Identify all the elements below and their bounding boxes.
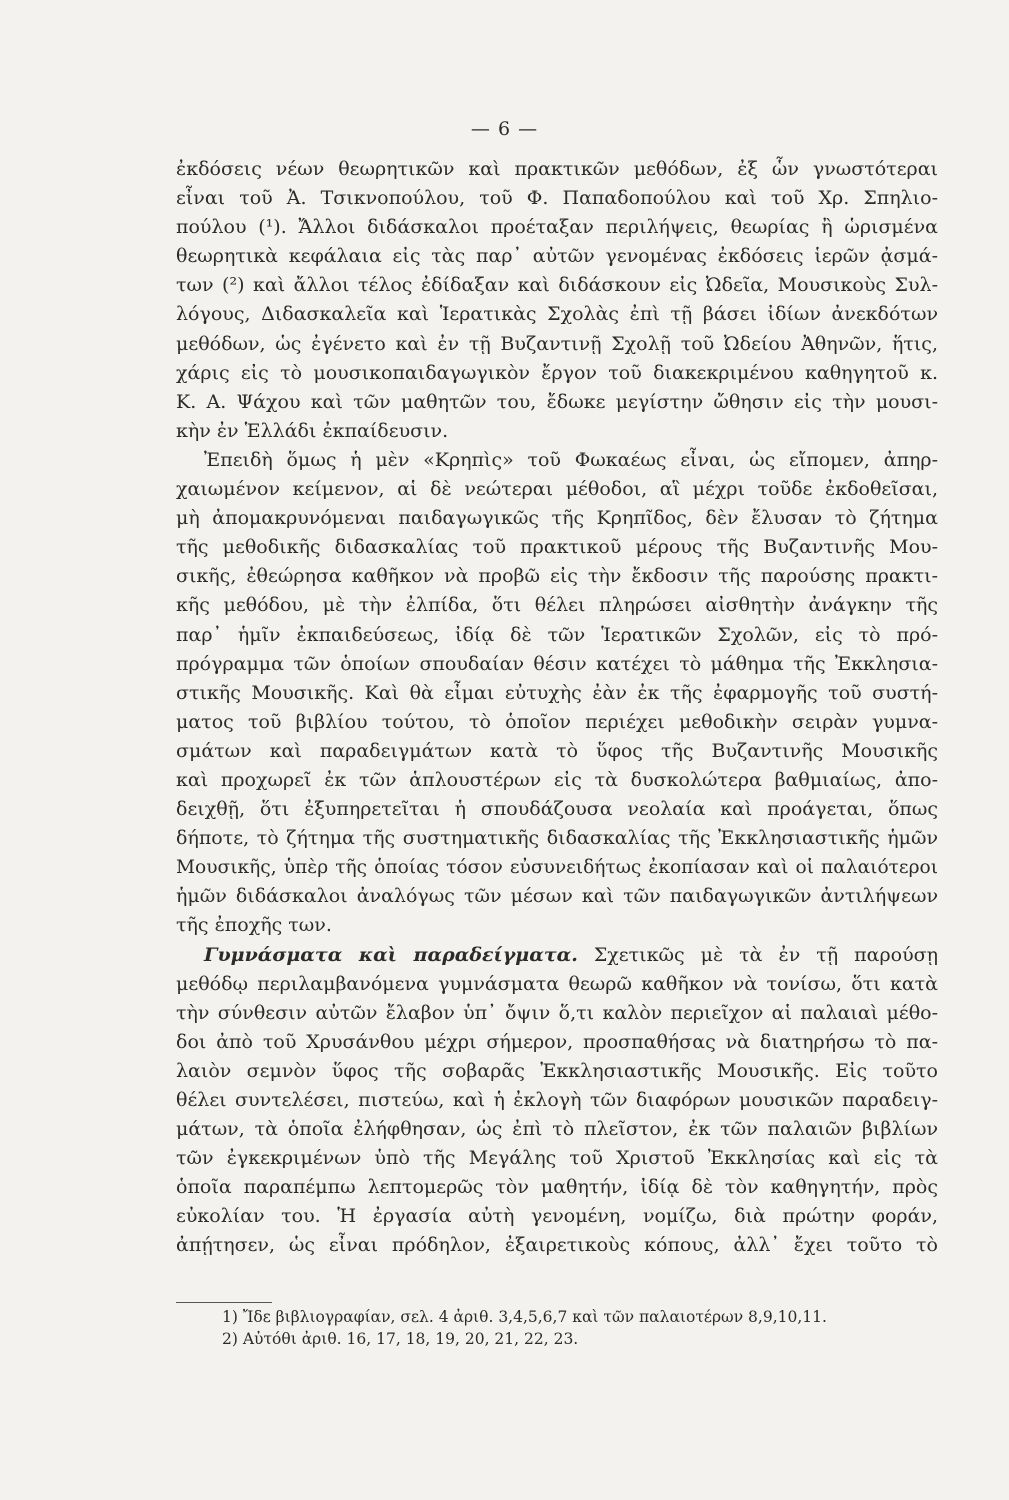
text-line: σμάτων καὶ παραδειγμάτων κατὰ τὸ ὕφος τῆς Βυζαντινῆς Μουσικῆς (176, 739, 938, 762)
text-line: θέλει συντελέσει, πιστεύω, καὶ ἡ ἐκλογὴ τῶν διαφόρων μουσικῶν παραδειγ- (176, 1089, 938, 1111)
text-line: ἀπῄτησεν, ὡς εἶναι πρόδηλον, ἐξαιρετικοὺς κόπους, ἀλλ᾽ ἔχει τοῦτο τὸ (176, 1234, 938, 1257)
text-line: μεθόδῳ περιλαμβανόμενα γυμνάσματα θεωρῶ καθῆκον νὰ τονίσω, ὅτι κατὰ (176, 972, 938, 995)
text-line: δήποτε, τὸ ζήτημα τῆς συστηματικῆς διδασκαλίας τῆς Ἐκκλησιαστικῆς ἡμῶν (176, 827, 938, 850)
footnote-2: 2) Αὐτόθι ἀριθ. 16, 17, 18, 19, 20, 21, 22, 23. (222, 1330, 579, 1348)
paragraph-start-line: Ἐπειδὴ ὅμως ἡ μὲν «Κρηπὶς» τοῦ Φωκαέως εἶναι, ὡς εἴπομεν, ἀπηρ- (204, 448, 938, 471)
text-line: δοι ἀπὸ τοῦ Χρυσάνθου μέχρι σήμερον, προσπαθήσας νὰ διατηρήσω τὸ πα- (176, 1030, 938, 1053)
text-line: των (²) καὶ ἄλλοι τέλος ἐδίδαξαν καὶ διδάσκουν εἰς Ὠδεῖα, Μουσικοὺς Συλ- (176, 274, 938, 297)
text-line: Μουσικῆς, ὑπὲρ τῆς ὁποίας τόσον εὐσυνειδήτως ἐκοπίασαν καὶ οἱ παλαιότεροι (176, 857, 938, 879)
text-line: θεωρητικὰ κεφάλαια εἰς τὰς παρ᾽ αὐτῶν γενομένας ἐκδόσεις ἱερῶν ᾀσμά- (176, 245, 938, 268)
text-line: τῆς μεθοδικῆς διδασκαλίας τοῦ πρακτικοῦ μέρους τῆς Βυζαντινῆς Μου- (176, 536, 938, 559)
text-line: λόγους, Διδασκαλεῖα καὶ Ἱερατικὰς Σχολὰς ἐπὶ τῇ βάσει ἰδίων ἀνεκδότων (176, 303, 938, 326)
page-number: — 6 — (470, 118, 539, 140)
text-line: χάρις εἰς τὸ μουσικοπαιδαγωγικὸν ἔργον τοῦ διακεκριμένου καθηγητοῦ κ. (176, 361, 938, 384)
text-line: σικῆς, ἐθεώρησα καθῆκον νὰ προβῶ εἰς τὴν ἔκδοσιν τῆς παρούσης πρακτι- (176, 565, 938, 588)
text-line: μεθόδων, ὡς ἐγένετο καὶ ἐν τῇ Βυζαντινῇ Σχολῇ τοῦ Ὠδείου Ἀθηνῶν, ἥτις, (176, 332, 938, 355)
text-line: τὴν σύνθεσιν αὐτῶν ἔλαβον ὑπ᾽ ὄψιν ὅ,τι καλὸν περιεῖχον αἱ παλαιαὶ μέθο- (176, 1001, 938, 1024)
text-line: Κ. Α. Ψάχου καὶ τῶν μαθητῶν του, ἔδωκε μεγίστην ὤθησιν εἰς τὴν μουσι- (176, 390, 938, 413)
text-line: χαιωμένον κείμενον, αἱ δὲ νεώτεραι μέθοδοι, αἳ μέχρι τοῦδε ἐκδοθεῖσαι, (176, 478, 938, 501)
text-line: καὶ προχωρεῖ ἐκ τῶν ἁπλουστέρων εἰς τὰ δυσκολώτερα βαθμιαίως, ἀπο- (176, 768, 938, 791)
section-heading: Γυμνάσματα καὶ παραδείγματα. (204, 943, 578, 966)
text-line: ὁποῖα παραπέμπω λεπτομερῶς τὸν μαθητήν, ἰδίᾳ δὲ τὸν καθηγητήν, πρὸς (176, 1176, 938, 1199)
text-line: ἐκδόσεις νέων θεωρητικῶν καὶ πρακτικῶν μεθόδων, ἐξ ὧν γνωστότεραι (176, 158, 938, 180)
text-line: στικῆς Μουσικῆς. Καὶ θὰ εἶμαι εὐτυχὴς ἐὰν ἐκ τῆς ἐφαρμογῆς τοῦ συστή- (176, 681, 938, 704)
footnote-1: 1) Ἴδε βιβλιογραφίαν, σελ. 4 ἀριθ. 3,4,5,6,7 καὶ τῶν παλαιοτέρων 8,9,10,11. (222, 1308, 827, 1326)
text-line: λαιὸν σεμνὸν ὕφος τῆς σοβαρᾶς Ἐκκλησιαστικῆς Μουσικῆς. Εἰς τοῦτο (176, 1059, 938, 1082)
text-line: τῶν ἐγκεκριμένων ὑπὸ τῆς Μεγάλης τοῦ Χριστοῦ Ἐκκλησίας καὶ εἰς τὰ (176, 1147, 938, 1170)
text-line: τῆς ἐποχῆς των. (176, 914, 332, 937)
text-line: κῆς μεθόδου, μὲ τὴν ἐλπίδα, ὅτι θέλει πληρώσει αἰσθητὴν ἀνάγκην τῆς (176, 594, 938, 617)
text-line: κὴν ἐν Ἑλλάδι ἐκπαίδευσιν. (176, 419, 449, 442)
text-line: μὴ ἀπομακρυνόμεναι παιδαγωγικῶς τῆς Κρηπῖδος, δὲν ἔλυσαν τὸ ζήτημα (176, 507, 938, 530)
text-line: ἡμῶν διδάσκαλοι ἀναλόγως τῶν μέσων καὶ τῶν παιδαγωγικῶν ἀντιλήψεων (176, 885, 938, 908)
text-line: δειχθῇ, ὅτι ἐξυπηρετεῖται ἡ σπουδάζουσα νεολαία καὶ προάγεται, ὅπως (176, 798, 938, 821)
text-line: πούλου (¹). Ἄλλοι διδάσκαλοι προέταξαν περιλήψεις, θεωρίας ἢ ὡρισμένα (176, 216, 938, 239)
text-line: ματος τοῦ βιβλίου τούτου, τὸ ὁποῖον περιέχει μεθοδικὴν σειρὰν γυμνα- (176, 710, 938, 733)
text-line: πρόγραμμα τῶν ὁποίων σπουδαίαν θέσιν κατέχει τὸ μάθημα τῆς Ἐκκλησια- (176, 652, 938, 675)
text-line: εἶναι τοῦ Ἀ. Τσικνοπούλου, τοῦ Φ. Παπαδοπούλου καὶ τοῦ Χρ. Σπηλιο- (176, 187, 938, 210)
section-heading-continuation: Σχετικῶς μὲ τὰ ἐν τῇ παρούσῃ (593, 943, 938, 966)
text-line: μάτων, τὰ ὁποῖα ἐλήφθησαν, ὡς ἐπὶ τὸ πλεῖστον, ἐκ τῶν παλαιῶν βιβλίων (176, 1118, 938, 1141)
text-line: παρ᾽ ἡμῖν ἐκπαιδεύσεως, ἰδίᾳ δὲ τῶν Ἱερατικῶν Σχολῶν, εἰς τὸ πρό- (176, 623, 938, 646)
text-line: εὐκολίαν του. Ἡ ἐργασία αὐτὴ γενομένη, νομίζω, διὰ πρώτην φοράν, (176, 1205, 938, 1228)
main-text (176, 155, 938, 1261)
section-heading-line (176, 941, 938, 970)
footnotes (222, 1306, 944, 1350)
footnote-divider (176, 1302, 272, 1303)
